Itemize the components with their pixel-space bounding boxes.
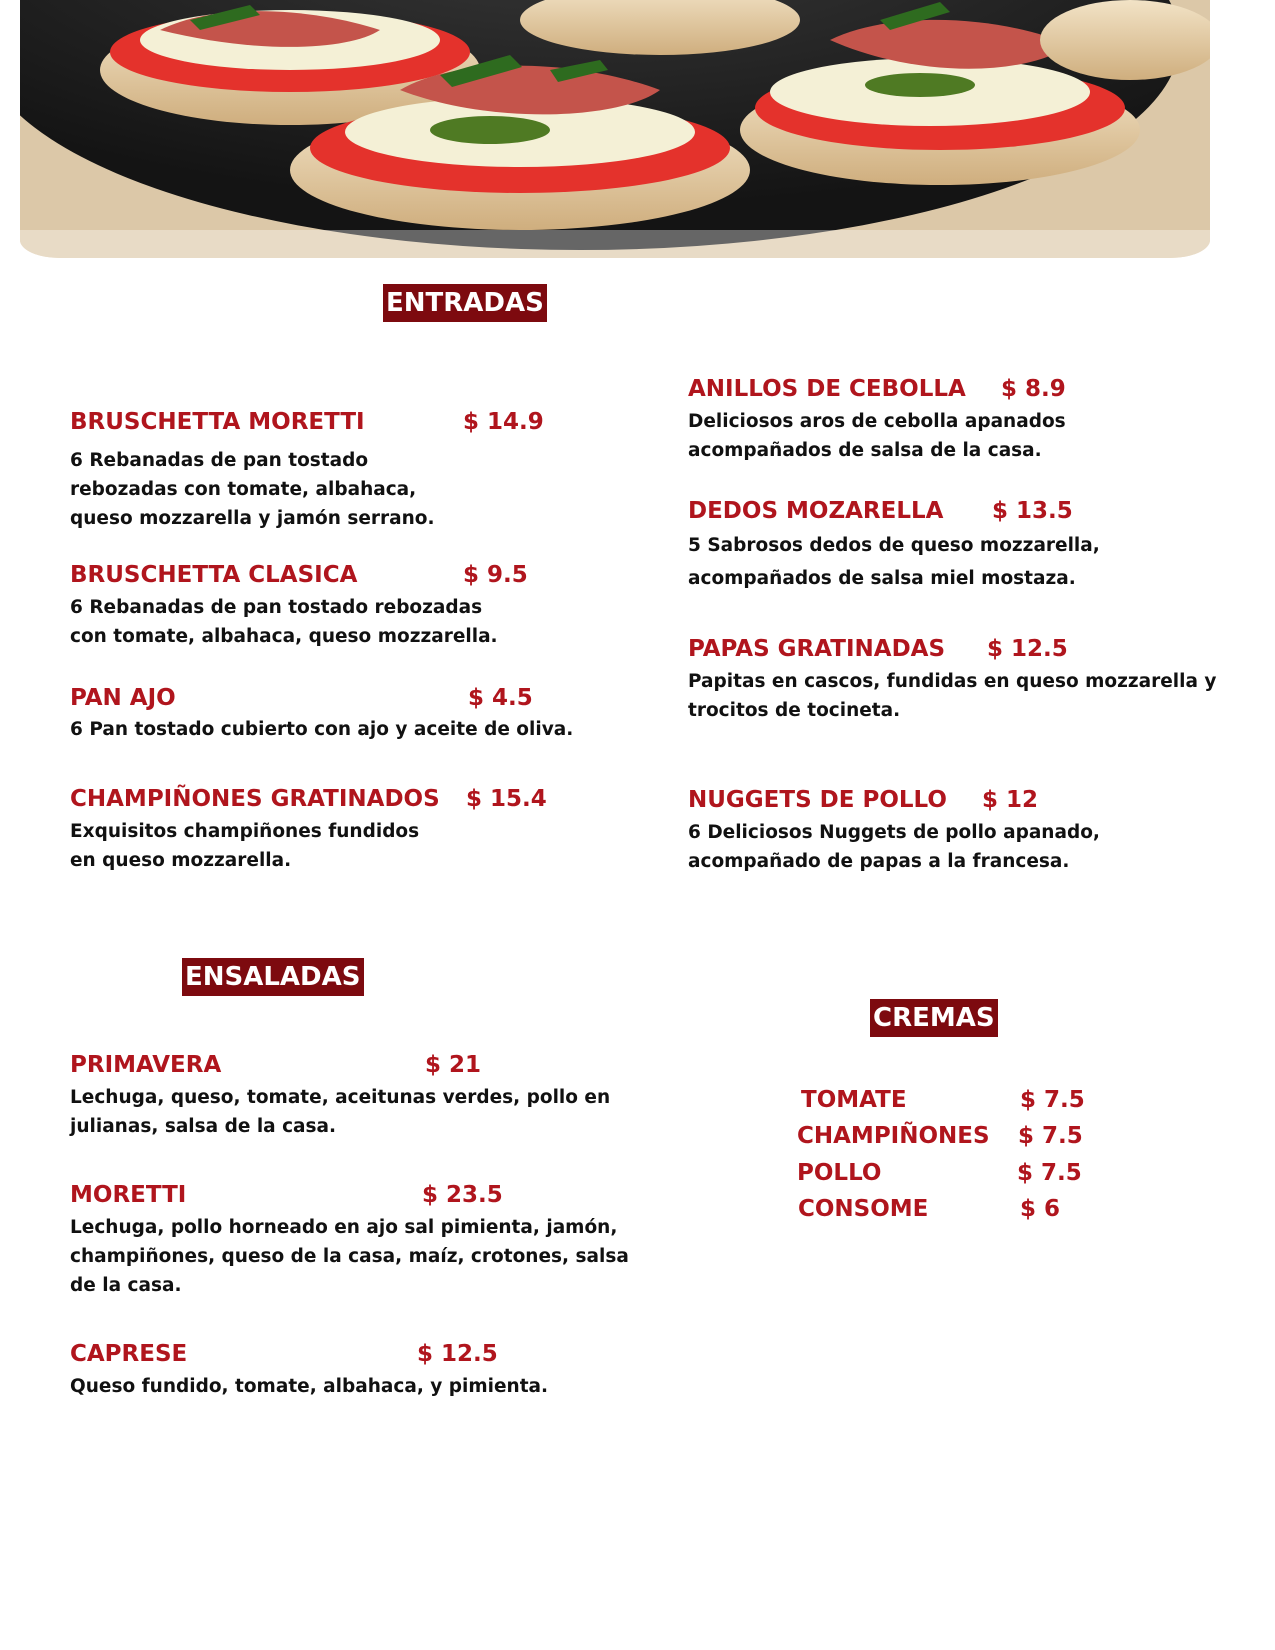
item-description: Lechuga, pollo horneado en ajo sal pimienta, jamón, champiñones, queso de la casa, maíz, crotones, salsa de la casa.	[70, 1217, 629, 1296]
item-price: $ 7.5	[1018, 1123, 1083, 1149]
section-title-ensaladas: ENSALADAS	[182, 958, 364, 996]
item-name: CONSOME	[798, 1196, 929, 1222]
item-description: Deliciosos aros de cebolla apanados acompañados de salsa de la casa.	[688, 411, 1066, 461]
crema-item	[797, 1159, 1097, 1189]
item-price: $ 14.9	[463, 409, 544, 435]
item-price: $ 23.5	[422, 1182, 503, 1208]
hero-photo	[20, 0, 1210, 258]
menu-item	[688, 786, 1228, 876]
menu-item	[70, 561, 630, 651]
item-price: $ 12.5	[987, 636, 1068, 662]
item-name: PAN AJO	[70, 685, 176, 711]
item-name: TOMATE	[801, 1087, 907, 1113]
menu-item	[688, 635, 1248, 725]
item-name: PAPAS GRATINADAS	[688, 636, 946, 662]
crema-item	[801, 1086, 1101, 1116]
item-price: $ 7.5	[1017, 1160, 1082, 1186]
item-description: Papitas en cascos, fundidas en queso mozzarella y trocitos de tocineta.	[688, 671, 1217, 721]
item-name: MORETTI	[70, 1182, 187, 1208]
item-description: 5 Sabrosos dedos de queso mozzarella, acompañados de salsa miel mostaza.	[688, 535, 1100, 589]
item-description: Exquisitos champiñones fundidos en queso mozzarella.	[70, 821, 420, 871]
menu-item	[70, 408, 630, 528]
item-price: $ 8.9	[1001, 376, 1066, 402]
item-description: 6 Deliciosos Nuggets de pollo apanado, acompañado de papas a la francesa.	[688, 822, 1100, 872]
item-price: $ 21	[425, 1052, 482, 1078]
item-description: 6 Pan tostado cubierto con ajo y aceite de oliva.	[70, 719, 574, 740]
menu-item	[70, 684, 630, 744]
item-name: BRUSCHETTA MORETTI	[70, 409, 365, 435]
item-price: $ 13.5	[992, 498, 1073, 524]
section-title-entradas: ENTRADAS	[383, 284, 547, 322]
item-price: $ 12	[982, 787, 1039, 813]
item-name: PRIMAVERA	[70, 1052, 222, 1078]
item-price: $ 4.5	[468, 685, 533, 711]
menu-item	[70, 1340, 630, 1400]
item-name: BRUSCHETTA CLASICA	[70, 562, 358, 588]
item-price: $ 7.5	[1020, 1087, 1085, 1113]
menu-item	[70, 1181, 630, 1301]
item-name: CHAMPIÑONES GRATINADOS	[70, 786, 440, 812]
item-price: $ 9.5	[463, 562, 528, 588]
item-name: DEDOS MOZARELLA	[688, 498, 944, 524]
item-price: $ 15.4	[466, 786, 547, 812]
crema-item	[798, 1195, 1098, 1225]
menu-item	[688, 497, 1228, 597]
item-description: 6 Rebanadas de pan tostado rebozadas con tomate, albahaca, queso mozzarella.	[70, 597, 498, 647]
item-name: CAPRESE	[70, 1341, 188, 1367]
crema-item	[797, 1122, 1097, 1152]
bruschetta-platter-illustration	[20, 0, 1210, 258]
item-price: $ 6	[1020, 1196, 1061, 1222]
item-name: POLLO	[797, 1160, 882, 1186]
item-name: NUGGETS DE POLLO	[688, 787, 947, 813]
item-description: 6 Rebanadas de pan tostado rebozadas con tomate, albahaca, queso mozzarella y jamón serrano.	[70, 450, 435, 529]
item-description: Lechuga, queso, tomate, aceitunas verdes, pollo en julianas, salsa de la casa.	[70, 1087, 611, 1137]
item-price: $ 12.5	[417, 1341, 498, 1367]
item-name: ANILLOS DE CEBOLLA	[688, 376, 966, 402]
item-description: Queso fundido, tomate, albahaca, y pimienta.	[70, 1376, 549, 1397]
item-name: CHAMPIÑONES	[797, 1123, 990, 1149]
section-title-cremas: CREMAS	[870, 999, 998, 1037]
menu-item	[688, 375, 1228, 465]
menu-item	[70, 1051, 630, 1141]
menu-item	[70, 785, 630, 875]
